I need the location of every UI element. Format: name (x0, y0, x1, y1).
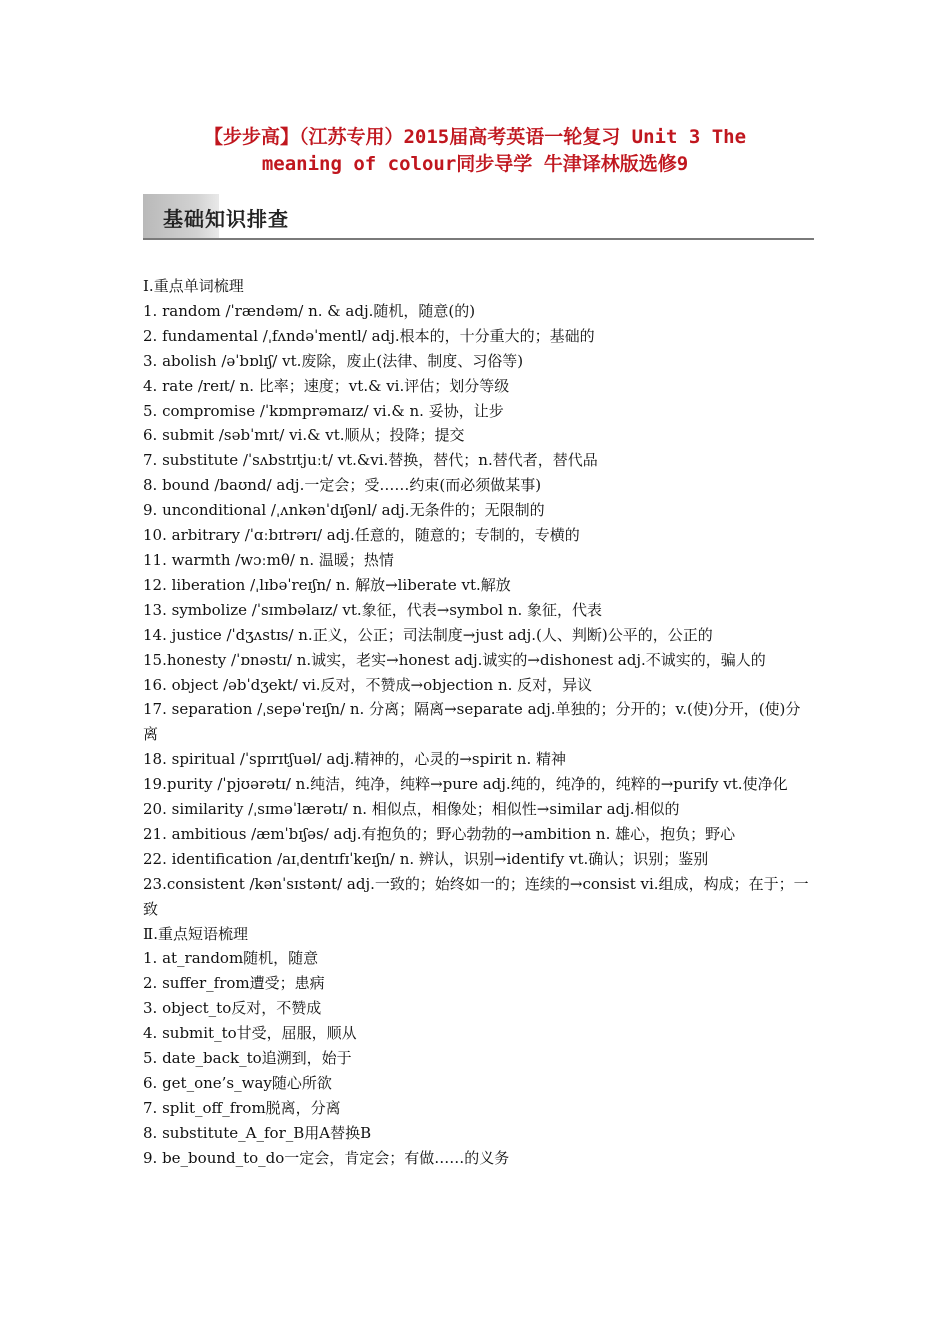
vocab-item: 19.purity /ˈpjʊərətɪ/ n.纯洁，纯净，纯粹→pure adj.纯的，纯净的，纯粹的→purify vt.使净化 (143, 775, 788, 794)
title-line-1: 【步步高】（江苏专用）2015届高考英语一轮复习 Unit 3 The (203, 126, 747, 148)
section-header (143, 194, 814, 240)
vocab-item: 1. random /ˈrændəm/ n. & adj.随机，随意(的) (143, 301, 476, 320)
vocab-item: 10. arbitrary /ˈɑːbɪtrərɪ/ adj.任意的，随意的；专制的，专横的 (143, 526, 580, 545)
section-label: 基础知识排查 (163, 207, 289, 231)
vocab-item: 13. symbolize /ˈsɪmbəlaɪz/ vt.象征，代表→symbol n. 象征，代表 (143, 600, 603, 619)
phrase-item: 1. at_random随机，随意 (143, 949, 319, 968)
phrase-list (143, 946, 813, 1170)
phrase-item: 4. submit_to甘受，屈服，顺从 (143, 1024, 357, 1043)
vocab-item: 14. justice /ˈdʒʌstɪs/ n.正义，公正；司法制度→just adj.(人、判断)公平的，公正的 (143, 625, 713, 644)
phrase-item: 3. object_to反对，不赞成 (143, 999, 322, 1018)
vocab-item: 3. abolish /əˈbɒlɪʃ/ vt.废除，废止(法律、制度、习俗等) (143, 351, 524, 370)
vocab-item: 5. compromise /ˈkɒmprəmaɪz/ vi.& n. 妥协，让步 (143, 401, 504, 420)
vocab-item: 8. bound /baʊnd/ adj.一定会；受……约束(而必须做某事) (143, 476, 542, 495)
vocab-item: 11. warmth /wɔːmθ/ n. 温暖；热情 (143, 550, 394, 569)
vocab-item: 15.honesty /ˈɒnəstɪ/ n.诚实，老实→honest adj.诚实的→dishonest adj.不诚实的，骗人的 (143, 650, 766, 669)
vocab-item: 23.consistent /kənˈsɪstənt/ adj.一致的；始终如一的；连续的→consist vi.组成，构成；在于；一致 (143, 874, 809, 918)
title-line-2: meaning of colour同步导学 牛津译林版选修9 (261, 153, 689, 175)
phrase-item: 8. substitute_A_for_B用A替换B (143, 1123, 372, 1142)
vocab-item: 17. separation /ˌsepəˈreɪʃn/ n. 分离；隔离→separate adj.单独的；分开的；v.(使)分开，(使)分离 (143, 700, 801, 744)
phrase-item: 2. suffer_from遭受；患病 (143, 974, 325, 993)
document-body (143, 274, 813, 1171)
phrase-heading: Ⅱ.重点短语梳理 (143, 924, 248, 943)
vocab-heading: Ⅰ.重点单词梳理 (143, 277, 244, 295)
phrase-item: 5. date_back_to追溯到，始于 (143, 1049, 352, 1068)
vocab-item: 7. substitute /ˈsʌbstɪtjuːt/ vt.&vi.替换，替代；n.替代者，替代品 (143, 451, 598, 470)
vocab-item: 2. fundamental /ˌfʌndəˈmentl/ adj.根本的，十分重大的；基础的 (143, 326, 595, 345)
vocab-item: 16. object /əbˈdʒekt/ vi.反对，不赞成→objection n. 反对，异议 (143, 675, 593, 694)
vocab-item: 9. unconditional /ˌʌnkənˈdɪʃənl/ adj.无条件的；无限制的 (143, 501, 545, 520)
vocab-list (143, 299, 813, 922)
vocab-item: 18. spiritual /ˈspɪrɪtʃuəl/ adj.精神的，心灵的→spirit n. 精神 (143, 750, 566, 769)
vocab-item: 6. submit /səbˈmɪt/ vi.& vt.顺从；投降；提交 (143, 426, 465, 445)
phrase-item: 9. be_bound_to_do一定会，肯定会；有做……的义务 (143, 1148, 510, 1167)
vocab-item: 20. similarity /ˌsɪməˈlærətɪ/ n. 相似点，相像处；相似性→similar adj.相似的 (143, 800, 680, 819)
vocab-item: 4. rate /reɪt/ n. 比率；速度；vt.& vi.评估；划分等级 (143, 376, 510, 395)
phrase-item: 7. split_off_from脱离，分离 (143, 1098, 341, 1117)
vocab-item: 22. identification /aɪˌdentɪfɪˈkeɪʃn/ n. 辨认，识别→identify vt.确认；识别；鉴别 (143, 849, 709, 868)
phrase-item: 6. get_one’s_way随心所欲 (143, 1074, 332, 1092)
vocab-item: 12. liberation /ˌlɪbəˈreɪʃn/ n. 解放→liberate vt.解放 (143, 575, 511, 594)
document-title (100, 124, 850, 178)
vocab-item: 21. ambitious /æmˈbɪʃəs/ adj.有抱负的；野心勃勃的→ambition n. 雄心，抱负；野心 (143, 824, 736, 843)
